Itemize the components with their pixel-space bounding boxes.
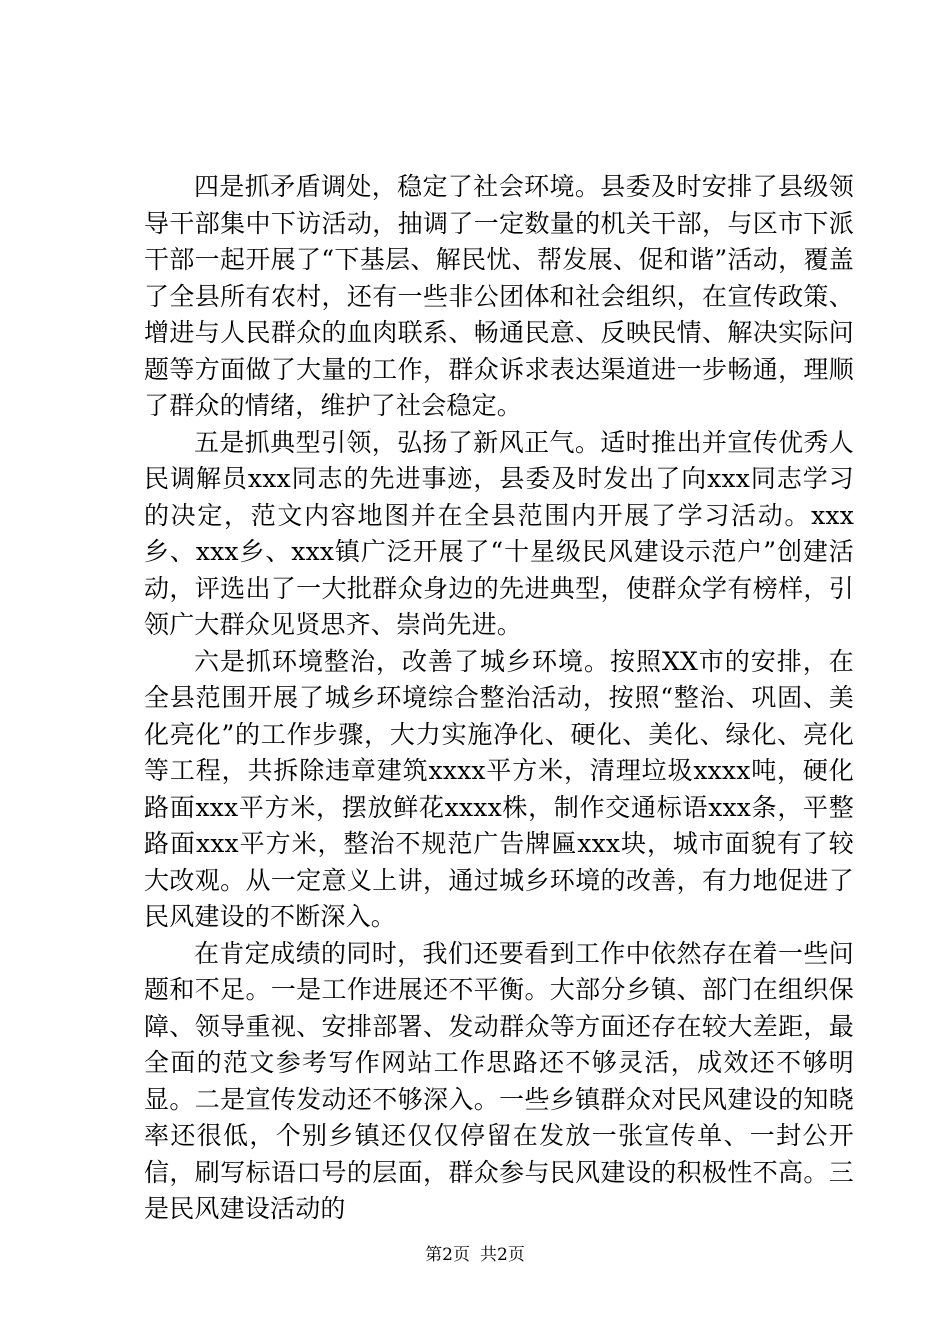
page-footer	[0, 1244, 950, 1266]
page-total: 共2页	[480, 1245, 525, 1265]
paragraph-environment-improvement: 六是抓环境整治，改善了城乡环境。按照XX市的安排，在全县范围开展了城乡环境综合整治活动，按照“整治、巩固、美化亮化”的工作步骤，大力实施净化、硬化、美化、绿化、亮化等工程，共拆除违章建筑xxxx平方米，清理垃圾xxxx吨，硬化路面xxx平方米，摆放鲜花xxxx株，制作交通标语xxx条，平整路面xxx平方米，整治不规范广告牌匾xxx块，城市面貌有了较大改观。从一定意义上讲，通过城乡环境的改善，有力地促进了民风建设的不断深入。	[144, 646, 854, 931]
paragraph-conflict-mediation: 四是抓矛盾调处，稳定了社会环境。县委及时安排了县级领导干部集中下访活动，抽调了一定数量的机关干部，与区市下派干部一起开展了“下基层、解民忧、帮发展、促和谐”活动，覆盖了全县所有农村，还有一些非公团体和社会组织，在宣传政策、增进与人民群众的血肉联系、畅通民意、反映民情、解决实际问题等方面做了大量的工作，群众诉求表达渠道进一步畅通，理顺了群众的情绪，维护了社会稳定。	[144, 172, 854, 420]
page-number: 第2页	[425, 1245, 470, 1265]
document-body	[144, 169, 854, 1228]
paragraph-problems-shortcomings: 在肯定成绩的同时，我们还要看到工作中依然存在着一些问题和不足。一是工作进展还不平衡。大部分乡镇、部门在组织保障、领导重视、安排部署、发动群众等方面还存在较大差距，最全面的范文参考写作网站工作思路还不够灵活，成效还不够明显。二是宣传发动还不够深入。一些乡镇群众对民风建设的知晓率还很低，个别乡镇还仅仅停留在发放一张宣传单、一封公开信，刷写标语口号的层面，群众参与民风建设的积极性不高。三是民风建设活动的	[144, 938, 854, 1223]
paragraph-model-leadership: 五是抓典型引领，弘扬了新风正气。适时推出并宣传优秀人民调解员xxx同志的先进事迹，县委及时发出了向xxx同志学习的决定，范文内容地图并在全县范围内开展了学习活动。xxx乡、xxx乡、xxx镇广泛开展了“十星级民风建设示范户”创建活动，评选出了一大批群众身边的先进典型，使群众学有榜样，引领广大群众见贤思齐、崇尚先进。	[144, 427, 854, 639]
